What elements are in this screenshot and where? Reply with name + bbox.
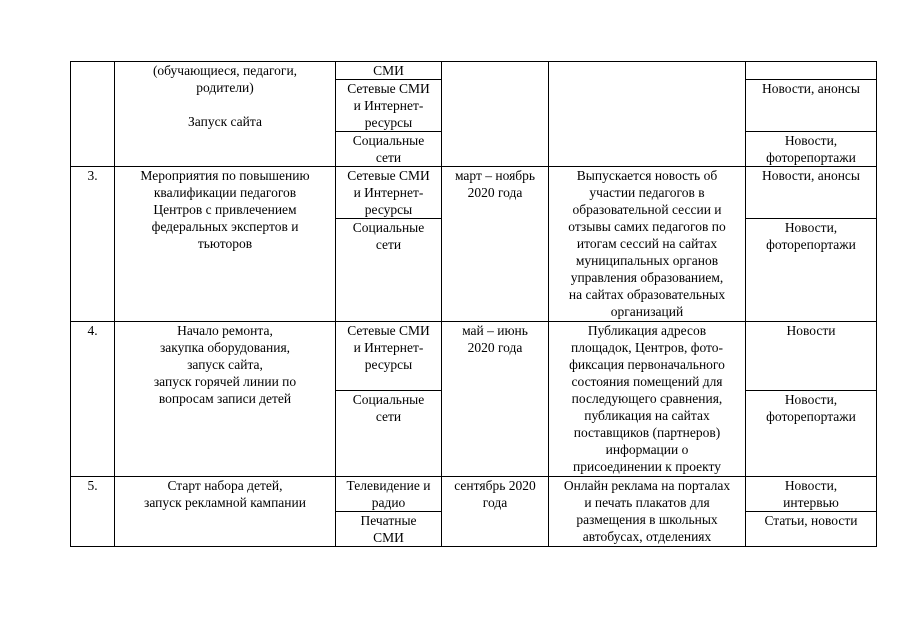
dates-line: 2020 года xyxy=(467,185,523,200)
format-cell xyxy=(746,219,877,322)
dates-line: 2020 года xyxy=(467,340,523,355)
row-number: 5. xyxy=(87,478,98,493)
row-number-cell xyxy=(71,62,115,167)
channel-name: Сетевые СМИ xyxy=(347,81,430,96)
description-line: последующего сравнения, xyxy=(571,391,723,406)
event-line: Запуск сайта xyxy=(188,114,262,129)
format-text: Статьи, новости xyxy=(764,513,858,528)
row-number: 3. xyxy=(87,168,98,183)
event-line: Начало ремонта, xyxy=(177,323,273,338)
description-line: присоединении к проекту xyxy=(573,459,721,474)
description-cell xyxy=(549,62,746,167)
channel-name: Сетевые СМИ xyxy=(347,168,430,183)
description-line: муниципальных органов xyxy=(575,253,719,268)
channel-name: ресурсы xyxy=(364,115,413,130)
table-row xyxy=(71,477,877,512)
description-line: поставщиков (партнеров) xyxy=(573,425,721,440)
description-line: публикация на сайтах xyxy=(584,408,710,423)
description-line: Публикация адресов xyxy=(587,323,707,338)
format-text: Новости, xyxy=(784,133,838,148)
format-cell xyxy=(746,167,877,219)
event-line: запуск сайта, xyxy=(187,357,263,372)
dates-line: года xyxy=(482,495,508,510)
format-cell xyxy=(746,132,877,167)
format-text: фоторепортажи xyxy=(766,409,856,424)
row-number-cell xyxy=(71,477,115,547)
event-cell xyxy=(115,62,336,167)
description-line: управления образованием, xyxy=(570,270,724,285)
event-line: Мероприятия по повышению xyxy=(140,168,310,183)
event-line: родители) xyxy=(196,80,254,95)
channel-name: сети xyxy=(375,409,402,424)
format-text: Новости, анонсы xyxy=(762,168,860,183)
description-line: на сайтах образовательных xyxy=(568,287,726,302)
table-row xyxy=(71,167,877,219)
format-cell xyxy=(746,477,877,512)
format-text: Новости xyxy=(786,323,836,338)
description-line: Выпускается новость об xyxy=(576,168,718,183)
channel-name: ресурсы xyxy=(364,357,413,372)
dates-line: май – июнь xyxy=(462,323,528,338)
dates-cell xyxy=(442,167,549,322)
channel-name: Социальные xyxy=(352,133,425,148)
format-text: интервью xyxy=(783,495,839,510)
channel-name: ресурсы xyxy=(364,202,413,217)
event-line: закупка оборудования, xyxy=(159,340,291,355)
channel-name: Сетевые СМИ xyxy=(347,323,430,338)
description-line: автобусах, отделениях xyxy=(582,529,712,544)
description-line: состояния помещений для xyxy=(571,374,723,389)
channel-name: Телевидение и xyxy=(346,478,431,493)
description-line: размещения в школьных xyxy=(576,512,718,527)
format-text: Новости, анонсы xyxy=(762,81,860,96)
format-cell xyxy=(746,322,877,391)
channel-cell xyxy=(336,132,442,167)
format-text: Новости, xyxy=(784,392,838,407)
channel-cell xyxy=(336,477,442,512)
row-number-cell xyxy=(71,322,115,477)
table-row xyxy=(71,62,877,80)
channel-name: и Интернет- xyxy=(353,185,424,200)
channel-name: и Интернет- xyxy=(353,340,424,355)
format-text: фоторепортажи xyxy=(766,150,856,165)
event-line: запуск рекламной кампании xyxy=(144,495,306,510)
channel-name: Социальные xyxy=(352,220,425,235)
channel-name: СМИ xyxy=(373,530,404,545)
channel-name: Печатные xyxy=(360,513,417,528)
dates-cell xyxy=(442,62,549,167)
channel-name: Социальные xyxy=(352,392,425,407)
event-line: (обучающиеся, педагоги, xyxy=(152,63,298,78)
description-line: итогам сессий на сайтах xyxy=(576,236,718,251)
description-line: информации о xyxy=(605,442,689,457)
event-line: Центров с привлечением xyxy=(153,202,297,217)
description-line: организаций xyxy=(610,304,684,319)
event-cell xyxy=(115,167,336,322)
row-number: 4. xyxy=(87,323,98,338)
channel-name: сети xyxy=(375,150,402,165)
format-cell xyxy=(746,80,877,132)
format-text: Новости, xyxy=(784,220,838,235)
description-cell xyxy=(549,477,746,547)
channel-name: и Интернет- xyxy=(353,98,424,113)
media-plan-table xyxy=(70,61,877,547)
channel-cell xyxy=(336,512,442,547)
format-cell xyxy=(746,512,877,547)
channel-cell xyxy=(336,80,442,132)
event-cell xyxy=(115,322,336,477)
description-line: и печать плакатов для xyxy=(584,495,710,510)
channel-name: СМИ xyxy=(373,63,404,78)
format-cell xyxy=(746,62,877,80)
description-line: фиксация первоначального xyxy=(569,357,725,372)
event-line: квалификации педагогов xyxy=(153,185,297,200)
description-cell xyxy=(549,167,746,322)
description-line: отзывы самих педагогов по xyxy=(568,219,726,234)
table-row xyxy=(71,322,877,391)
dates-line: сентябрь 2020 xyxy=(454,478,536,493)
channel-cell xyxy=(336,391,442,477)
description-cell xyxy=(549,322,746,477)
dates-line: март – ноябрь xyxy=(454,168,536,183)
channel-cell xyxy=(336,322,442,391)
description-line: Онлайн реклама на порталах xyxy=(563,478,731,493)
channel-cell xyxy=(336,62,442,80)
dates-cell xyxy=(442,477,549,547)
format-text: фоторепортажи xyxy=(766,237,856,252)
description-line: площадок, Центров, фото- xyxy=(571,340,723,355)
row-number-cell xyxy=(71,167,115,322)
description-line: образовательной сессии и xyxy=(572,202,722,217)
event-line: Старт набора детей, xyxy=(167,478,283,493)
description-line: участии педагогов в xyxy=(589,185,705,200)
event-line: запуск горячей линии по xyxy=(153,374,297,389)
event-line: федеральных экспертов и xyxy=(151,219,299,234)
event-cell xyxy=(115,477,336,547)
event-line: тьюторов xyxy=(197,236,253,251)
channel-name: сети xyxy=(375,237,402,252)
format-cell xyxy=(746,391,877,477)
blank-line xyxy=(118,96,332,113)
channel-cell xyxy=(336,167,442,219)
event-line: вопросам записи детей xyxy=(158,391,292,406)
channel-name: радио xyxy=(371,495,406,510)
channel-cell xyxy=(336,219,442,322)
format-text: Новости, xyxy=(784,478,838,493)
dates-cell xyxy=(442,322,549,477)
